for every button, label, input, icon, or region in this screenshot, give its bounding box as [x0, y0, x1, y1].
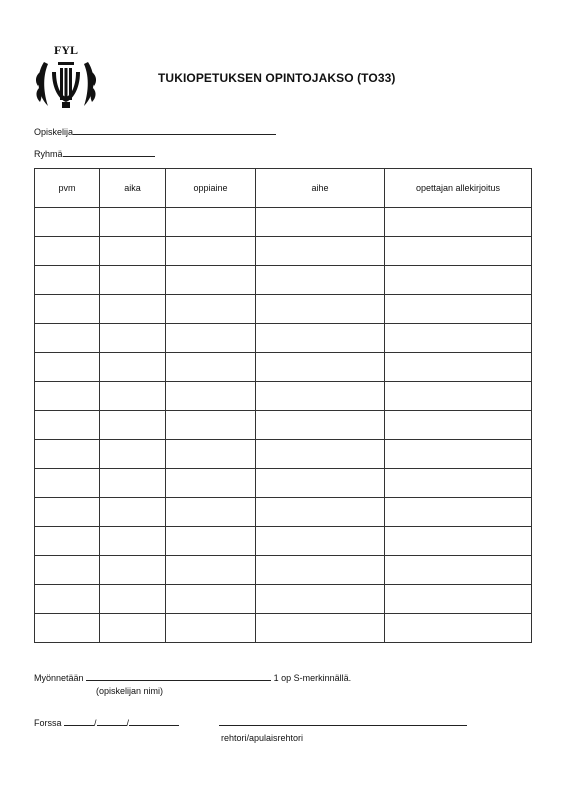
table-cell[interactable] [385, 527, 532, 556]
table-cell[interactable] [100, 237, 166, 266]
table-cell[interactable] [385, 353, 532, 382]
group-label: Ryhmä [34, 149, 63, 159]
place-date-line: Forssa / / [34, 716, 179, 728]
student-line[interactable] [73, 125, 276, 135]
table-cell[interactable] [385, 585, 532, 614]
table-row [35, 469, 532, 498]
header-subject: oppiaine [166, 169, 256, 208]
table-cell[interactable] [256, 614, 385, 643]
table-row [35, 382, 532, 411]
table-cell[interactable] [385, 295, 532, 324]
date-month-line[interactable] [97, 716, 127, 726]
table-cell[interactable] [100, 585, 166, 614]
table-cell[interactable] [166, 411, 256, 440]
table-cell[interactable] [256, 440, 385, 469]
table-row [35, 324, 532, 353]
table-cell[interactable] [166, 527, 256, 556]
table-cell[interactable] [385, 614, 532, 643]
date-day-line[interactable] [64, 716, 94, 726]
table-cell[interactable] [256, 353, 385, 382]
table-cell[interactable] [385, 440, 532, 469]
date-year-line[interactable] [129, 716, 179, 726]
table-cell[interactable] [100, 295, 166, 324]
table-cell[interactable] [166, 440, 256, 469]
table-cell[interactable] [166, 353, 256, 382]
table-cell[interactable] [385, 469, 532, 498]
table-cell[interactable] [35, 208, 100, 237]
header-topic: aihe [256, 169, 385, 208]
table-cell[interactable] [256, 295, 385, 324]
table-cell[interactable] [166, 585, 256, 614]
table-row [35, 440, 532, 469]
table-cell[interactable] [166, 498, 256, 527]
group-line[interactable] [63, 147, 155, 157]
granted-line [34, 671, 351, 683]
logo-text: FYL [54, 43, 78, 57]
table-cell[interactable] [166, 295, 256, 324]
table-cell[interactable] [256, 527, 385, 556]
table-cell[interactable] [35, 585, 100, 614]
table-cell[interactable] [166, 556, 256, 585]
table-row [35, 237, 532, 266]
granted-name-line[interactable] [86, 671, 271, 681]
table-row [35, 556, 532, 585]
table-cell[interactable] [385, 556, 532, 585]
table-header-row [35, 169, 532, 208]
table-cell[interactable] [35, 382, 100, 411]
table-cell[interactable] [385, 382, 532, 411]
table-row [35, 353, 532, 382]
table-cell[interactable] [100, 353, 166, 382]
header-time: aika [100, 169, 166, 208]
document-title: TUKIOPETUKSEN OPINTOJAKSO (TO33) [158, 71, 396, 85]
table-row [35, 527, 532, 556]
table-cell[interactable] [100, 556, 166, 585]
table-cell[interactable] [100, 527, 166, 556]
table-cell[interactable] [100, 324, 166, 353]
table-cell[interactable] [100, 411, 166, 440]
signature-line[interactable] [219, 725, 467, 726]
table-cell[interactable] [166, 469, 256, 498]
table-row [35, 498, 532, 527]
granted-label: Myönnetään [34, 673, 84, 683]
table-cell[interactable] [256, 469, 385, 498]
table-cell[interactable] [35, 411, 100, 440]
table-cell[interactable] [385, 208, 532, 237]
table-row [35, 585, 532, 614]
place-label: Forssa [34, 718, 62, 728]
table-cell[interactable] [100, 208, 166, 237]
table-row [35, 208, 532, 237]
session-log-table [34, 168, 532, 643]
table-cell[interactable] [35, 469, 100, 498]
table-row [35, 411, 532, 440]
table-cell[interactable] [35, 440, 100, 469]
table-cell[interactable] [100, 469, 166, 498]
group-field[interactable] [34, 147, 155, 159]
table-cell[interactable] [35, 614, 100, 643]
table-cell[interactable] [166, 266, 256, 295]
table-cell[interactable] [35, 353, 100, 382]
table-cell[interactable] [166, 614, 256, 643]
table-cell[interactable] [256, 237, 385, 266]
table-cell[interactable] [35, 556, 100, 585]
table-cell[interactable] [385, 324, 532, 353]
table-cell[interactable] [35, 237, 100, 266]
table-cell[interactable] [166, 324, 256, 353]
table-body [35, 208, 532, 643]
student-label: Opiskelija [34, 127, 74, 137]
table-cell[interactable] [385, 237, 532, 266]
table-cell[interactable] [100, 382, 166, 411]
table-row [35, 266, 532, 295]
table-cell[interactable] [256, 411, 385, 440]
school-logo [34, 42, 98, 112]
table-cell[interactable] [256, 382, 385, 411]
table-cell[interactable] [100, 440, 166, 469]
table-cell[interactable] [100, 266, 166, 295]
table-cell[interactable] [166, 208, 256, 237]
granted-suffix: 1 op S-merkinnällä. [273, 673, 352, 683]
table-cell[interactable] [256, 324, 385, 353]
table-cell[interactable] [385, 266, 532, 295]
signature-hint: rehtori/apulaisrehtori [221, 733, 304, 743]
table-cell[interactable] [166, 382, 256, 411]
table-cell[interactable] [385, 498, 532, 527]
table-cell[interactable] [35, 527, 100, 556]
table-cell[interactable] [256, 585, 385, 614]
table-cell[interactable] [35, 498, 100, 527]
table-cell[interactable] [256, 498, 385, 527]
student-field[interactable] [34, 125, 276, 137]
table-cell[interactable] [35, 324, 100, 353]
table-cell[interactable] [256, 266, 385, 295]
table-cell[interactable] [256, 556, 385, 585]
table-cell[interactable] [35, 295, 100, 324]
table-cell[interactable] [35, 266, 100, 295]
table-cell[interactable] [256, 208, 385, 237]
table-cell[interactable] [100, 498, 166, 527]
table-cell[interactable] [385, 411, 532, 440]
table-row [35, 295, 532, 324]
header-date: pvm [35, 169, 100, 208]
table-cell[interactable] [100, 614, 166, 643]
table-row [35, 614, 532, 643]
student-name-hint: (opiskelijan nimi) [96, 686, 164, 696]
table-cell[interactable] [166, 237, 256, 266]
header-teacher-signature: opettajan allekirjoitus [385, 169, 532, 208]
